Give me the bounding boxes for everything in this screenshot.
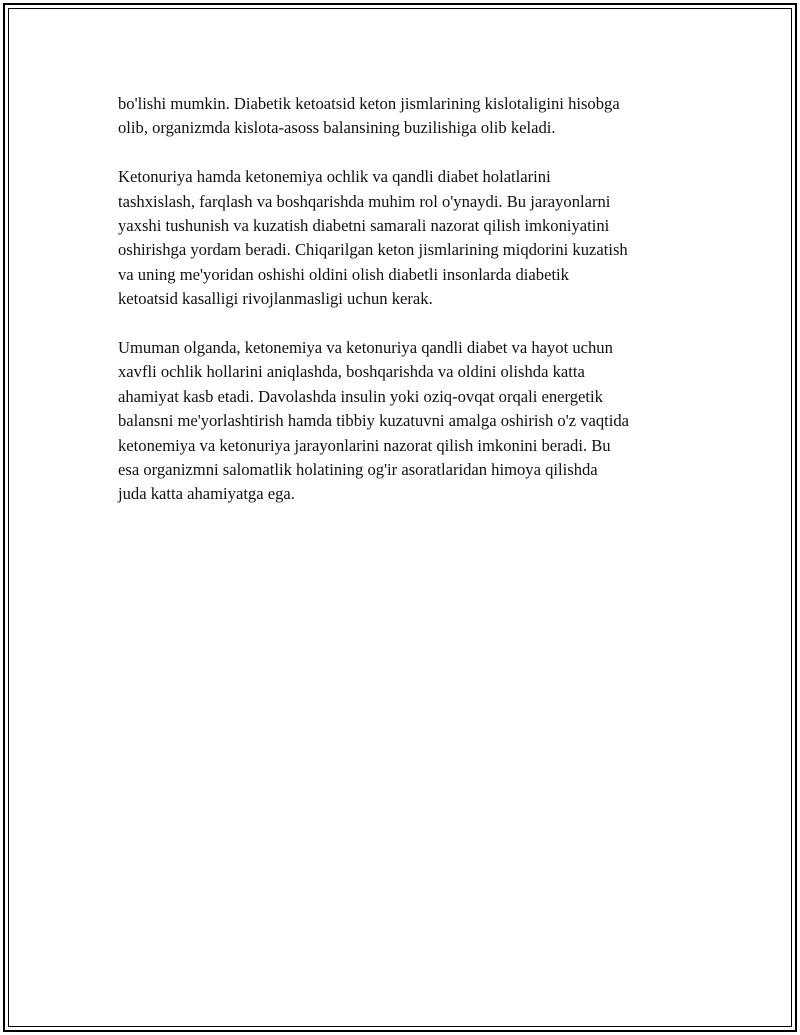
paragraph-2: Ketonuriya hamda ketonemiya ochlik va qandli diabet holatlarini tashxislash, farqlash va boshqarishda muhim rol o'ynaydi. Bu jarayonlarni yaxshi tushunish va kuzatish diabetni samarali nazorat qilish imkoniyatini oshirishga yordam beradi. Chiqarilgan keton jismlarining miqdorini kuzatish va uning me'yoridan oshishi oldini olish diabetli insonlarda diabetik ketoatsid kasalligi rivojlanmasligi uchun kerak. [118,167,628,309]
page-content [118,92,704,507]
paragraph-1: bo'lishi mumkin. Diabetik ketoatsid keton jismlarining kislotaligini hisobga olib, organizmda kislota-asoss balansining buzilishiga olib keladi. [118,94,620,138]
paragraph-3: Umuman olganda, ketonemiya va ketonuriya qandli diabet va hayot uchun xavfli ochlik hollarini aniqlashda, boshqarishda va oldini olishda katta ahamiyat kasb etadi. Davolashda insulin yoki oziq-ovqat orqali energetik balansni me'yorlashtirish hamda tibbiy kuzatuvni amalga oshirish o'z vaqtida ketonemiya va ketonuriya jarayonlarini nazorat qilish imkonini beradi. Bu esa organizmni salomatlik holatining og'ir asoratlaridan himoya qilishda juda katta ahamiyatga ega. [118,338,630,504]
